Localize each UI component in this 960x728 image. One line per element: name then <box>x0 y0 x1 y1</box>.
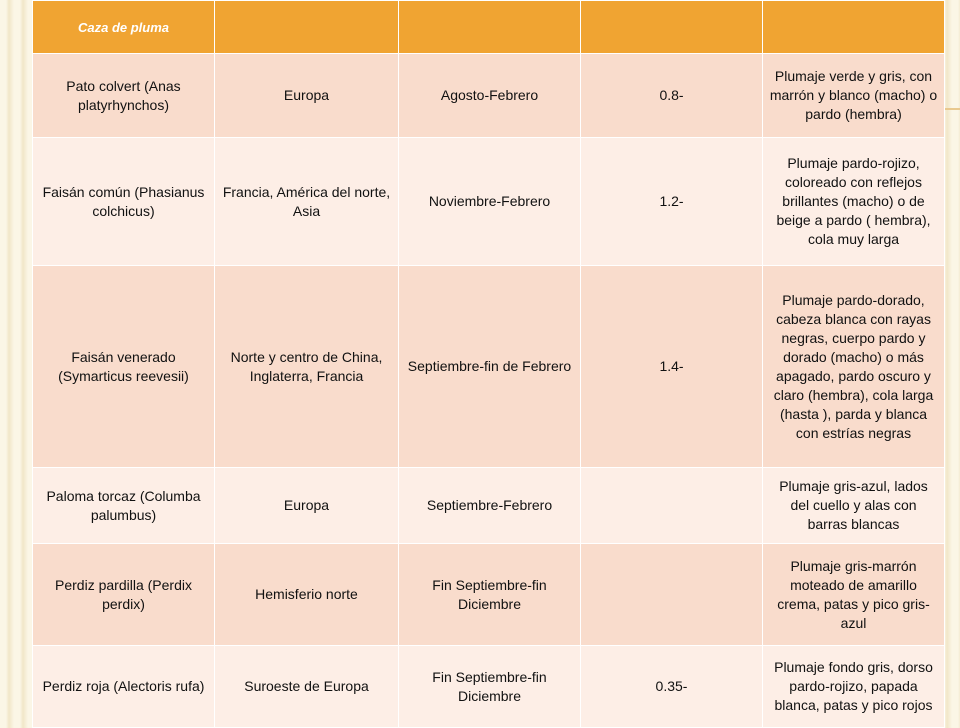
header-cell <box>399 1 581 54</box>
region-cell: Francia, América del norte, Asia <box>215 138 399 266</box>
species-cell: Faisán común (Phasianus colchicus) <box>33 138 215 266</box>
description-cell: Plumaje gris-azul, lados del cuello y alas con barras blancas <box>763 468 945 544</box>
table-row <box>33 54 945 138</box>
weight-cell <box>581 544 763 646</box>
table-row <box>33 646 945 728</box>
season-cell: Septiembre-fin de Febrero <box>399 266 581 468</box>
region-cell: Europa <box>215 468 399 544</box>
species-cell: Pato colvert (Anas platyrhynchos) <box>33 54 215 138</box>
season-cell: Noviembre-Febrero <box>399 138 581 266</box>
weight-cell: 0.35- <box>581 646 763 728</box>
species-cell: Paloma torcaz (Columba palumbus) <box>33 468 215 544</box>
region-cell: Norte y centro de China, Inglaterra, Francia <box>215 266 399 468</box>
table-row <box>33 544 945 646</box>
region-cell: Europa <box>215 54 399 138</box>
season-cell: Septiembre-Febrero <box>399 468 581 544</box>
header-cell <box>581 1 763 54</box>
description-cell: Plumaje verde y gris, con marrón y blanco (macho) o pardo (hembra) <box>763 54 945 138</box>
header-cell <box>763 1 945 54</box>
weight-cell: 1.2- <box>581 138 763 266</box>
weight-cell: 1.4- <box>581 266 763 468</box>
table-row <box>33 138 945 266</box>
season-cell: Fin Septiembre-fin Diciembre <box>399 544 581 646</box>
season-cell: Fin Septiembre-fin Diciembre <box>399 646 581 728</box>
species-cell: Faisán venerado (Symarticus reevesii) <box>33 266 215 468</box>
season-cell: Agosto-Febrero <box>399 54 581 138</box>
description-cell: Plumaje pardo-rojizo, coloreado con reflejos brillantes (macho) o de beige a pardo ( hembra), cola muy larga <box>763 138 945 266</box>
region-cell: Hemisferio norte <box>215 544 399 646</box>
table-header-row <box>33 1 945 54</box>
table-row <box>33 468 945 544</box>
weight-cell <box>581 468 763 544</box>
region-cell: Suroeste de Europa <box>215 646 399 728</box>
description-cell: Plumaje fondo gris, dorso pardo-rojizo, papada blanca, patas y pico rojos <box>763 646 945 728</box>
header-cell <box>215 1 399 54</box>
weight-cell: 0.8- <box>581 54 763 138</box>
table-row <box>33 266 945 468</box>
species-cell: Perdiz roja (Alectoris rufa) <box>33 646 215 728</box>
description-cell: Plumaje pardo-dorado, cabeza blanca con rayas negras, cuerpo pardo y dorado (macho) o más apagado, pardo oscuro y claro (hembra), cola larga (hasta ), parda y blanca con estrías negras <box>763 266 945 468</box>
description-cell: Plumaje gris-marrón moteado de amarillo crema, patas y pico gris-azul <box>763 544 945 646</box>
header-cell-title: Caza de pluma <box>33 1 215 54</box>
game-bird-table <box>32 0 945 728</box>
species-cell: Perdiz pardilla (Perdix perdix) <box>33 544 215 646</box>
